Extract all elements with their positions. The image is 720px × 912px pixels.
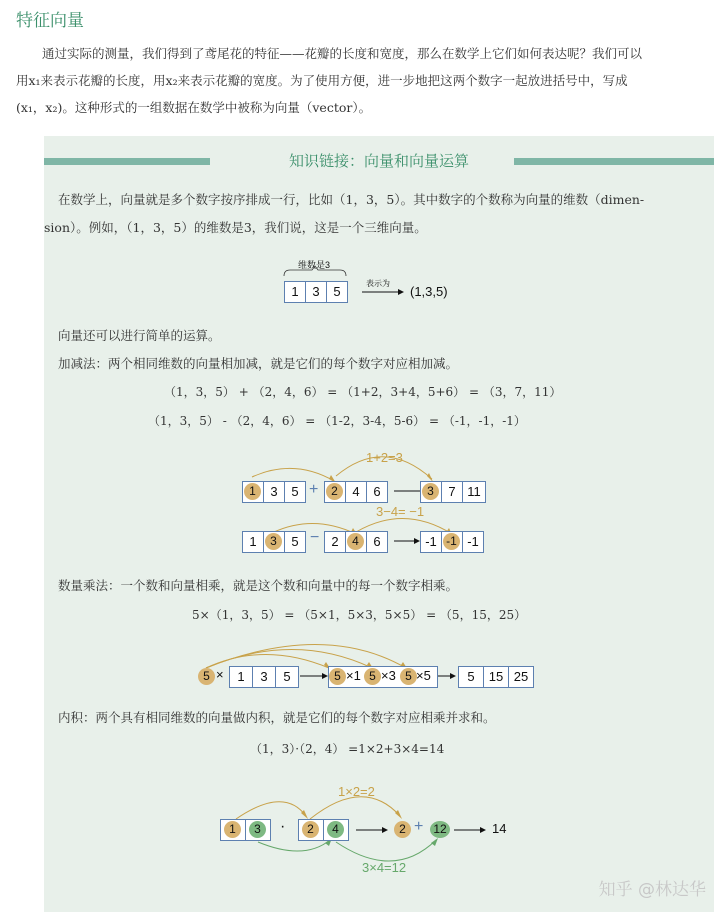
- dimension-result: (1,3,5): [410, 284, 448, 299]
- sub-result-cell-3: -1: [462, 531, 484, 553]
- scalar-mid-term-3: ×5: [416, 668, 431, 683]
- scalar-vec-cell-2: 3: [252, 666, 276, 688]
- add-b-cell-3: 6: [366, 481, 388, 503]
- dot-b-cell-2-value: 4: [327, 821, 344, 838]
- add-b-cell-2: 4: [345, 481, 367, 503]
- dot-a-cell-2-value: 3: [249, 821, 266, 838]
- dim-cell-1: 1: [284, 281, 306, 303]
- definition-line-2: sion）。例如，（1，3，5）的维数是3，我们说，这是一个三维向量。: [44, 220, 427, 235]
- dot-a-cell-1-value: 1: [224, 821, 241, 838]
- dot-sum-term-2: 12: [430, 821, 450, 838]
- scalar-result-cell-2: 15: [483, 666, 509, 688]
- scalar-text: 数量乘法：一个数和向量相乘，就是这个数和向量中的每一个数字相乘。: [58, 578, 459, 593]
- dimension-label: 维数是3: [298, 260, 331, 270]
- scalar-vec-cell-1: 1: [229, 666, 253, 688]
- add-note: 1+2=3: [366, 450, 403, 465]
- dot-note-top: 1×2=2: [338, 784, 375, 799]
- scalar-result-cell-1: 5: [458, 666, 484, 688]
- add-a-cell-3: 5: [284, 481, 306, 503]
- subtraction-equation: （1，3，5） - （2，4，6） = （1-2，3-4，5-6） = （-1，-1，-1）: [148, 414, 526, 428]
- sub-operator: −: [310, 529, 320, 546]
- panel-title: 知识链接：向量和向量运算: [288, 152, 469, 170]
- dot-operator: ·: [280, 818, 286, 835]
- add-result-cell-1-value: 3: [422, 483, 439, 500]
- sub-b-cell-1: 2: [324, 531, 346, 553]
- dot-product-text: 内积：两个具有相同维数的向量做内积，就是它们的每个数字对应相乘并求和。: [58, 710, 496, 725]
- scalar-mid-term-1: ×1: [346, 668, 361, 683]
- sub-a-cell-2-value: 3: [265, 533, 282, 550]
- intro-line-1: 通过实际的测量，我们得到了鸢尾花的特征——花瓣的长度和宽度，那么在数学上它们如何表达呢？我们可以: [42, 46, 643, 61]
- add-a-cell-2: 3: [263, 481, 285, 503]
- scalar-times: ×: [216, 667, 224, 682]
- scalar-value: 5: [198, 668, 215, 685]
- add-b-cell-1-value: 2: [326, 483, 343, 500]
- sub-b-cell-2-value: 4: [347, 533, 364, 550]
- operations-intro: 向量还可以进行简单的运算。: [58, 328, 221, 343]
- sub-result-cell-1: -1: [420, 531, 442, 553]
- dot-sum-term-1: 2: [394, 821, 411, 838]
- intro-line-3: (x₁，x₂)。这种形式的一组数据在数学中被称为向量（vector）。: [16, 100, 372, 115]
- dim-cell-3: 5: [326, 281, 348, 303]
- intro-line-2: 用x₁来表示花瓣的长度，用x₂来表示花瓣的宽度。为了使用方便，进一步地把这两个数字一起放进括号中，写成: [16, 73, 628, 88]
- dot-arrows: [44, 136, 714, 912]
- watermark: 知乎 @林达华: [598, 880, 706, 900]
- add-operator: +: [309, 481, 319, 498]
- represented-as-label: 表示为: [366, 279, 390, 288]
- scalar-mid-5-a: 5: [329, 668, 346, 685]
- add-result-cell-3: 11: [462, 481, 486, 503]
- dot-plus: +: [414, 818, 424, 835]
- add-sub-text: 加减法：两个相同维数的向量相加减，就是它们的每个数字对应相加减。: [58, 356, 459, 371]
- knowledge-panel: [44, 136, 714, 912]
- scalar-mid-5-b: 5: [364, 668, 381, 685]
- scalar-vec-cell-3: 5: [275, 666, 299, 688]
- sub-b-cell-3: 6: [366, 531, 388, 553]
- definition-line-1: 在数学上，向量就是多个数字按序排成一行，比如（1，3，5）。其中数字的个数称为向量的维数（dimen-: [58, 192, 645, 207]
- dot-b-cell-1-value: 2: [302, 821, 319, 838]
- add-a-cell-1-value: 1: [244, 483, 261, 500]
- dim-cell-2: 3: [305, 281, 327, 303]
- scalar-mid-term-2: ×3: [381, 668, 396, 683]
- sub-note: 3−4= −1: [376, 504, 425, 519]
- addition-equation: （1，3，5） + （2，4，6） = （1+2，3+4，5+6） = （3，7，11）: [164, 385, 562, 399]
- dot-result: 14: [492, 821, 507, 836]
- dot-product-equation: （1，3）·（2，4） =1×2+3×4=14: [250, 742, 445, 756]
- sub-a-cell-1: 1: [242, 531, 264, 553]
- intro-paragraph: [16, 40, 706, 121]
- scalar-result-cell-3: 25: [508, 666, 534, 688]
- sub-a-cell-3: 5: [284, 531, 306, 553]
- scalar-mid-5-c: 5: [400, 668, 417, 685]
- add-result-cell-2: 7: [441, 481, 463, 503]
- scalar-equation: 5×（1，3，5） = （5×1，5×3，5×5） = （5，15，25）: [192, 608, 527, 622]
- page-title: 特征向量: [16, 11, 84, 31]
- sub-result-cell-2-value: -1: [443, 533, 460, 550]
- dot-note-bottom: 3×4=12: [362, 860, 407, 875]
